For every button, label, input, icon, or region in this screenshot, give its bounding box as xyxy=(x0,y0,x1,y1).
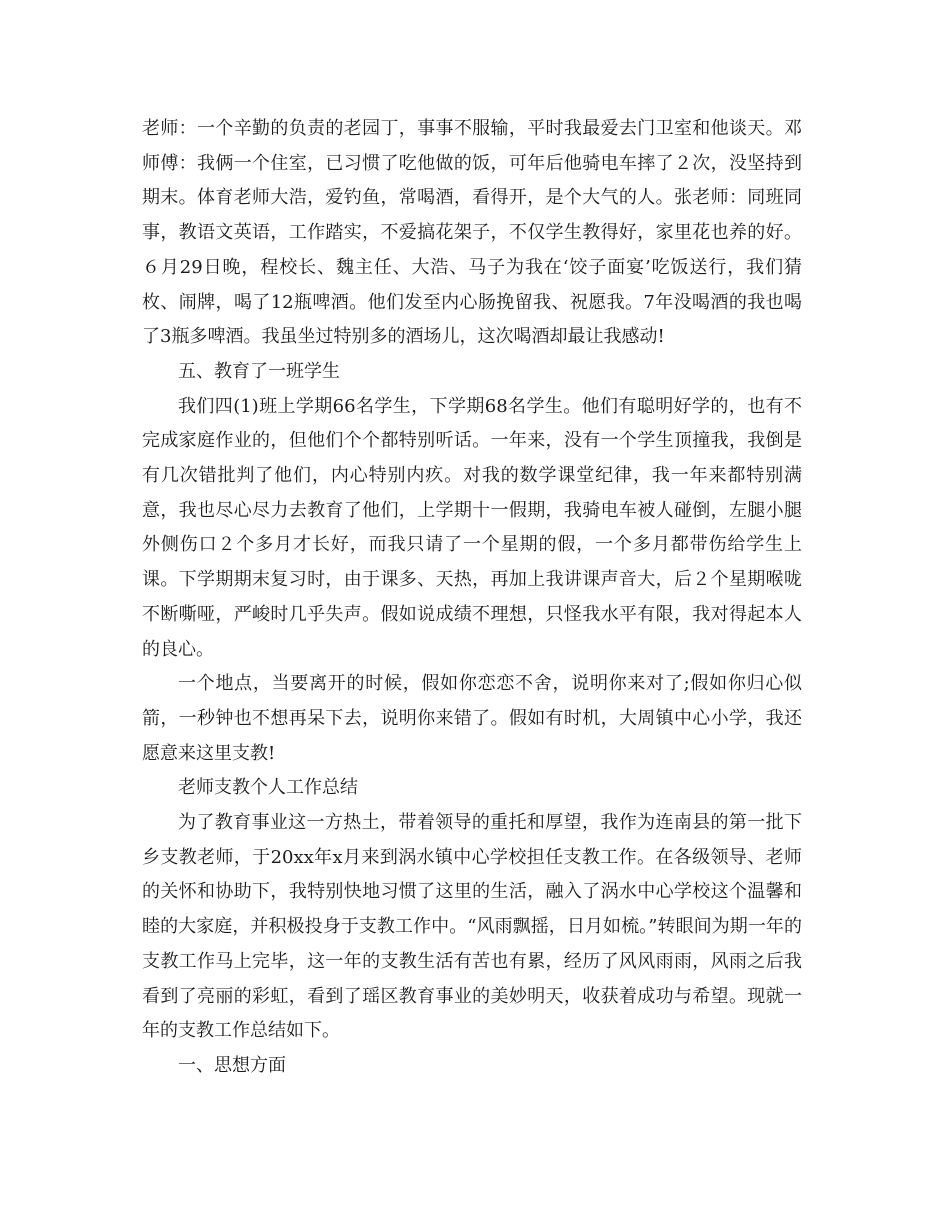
document-body xyxy=(142,112,802,1084)
paragraph-introduction: 为了教育事业这一方热土，带着领导的重托和厚望，我作为连南县的第一批下乡支教老师，于20xx年x月来到涡水镇中心学校担任支教工作。在各级领导、老师的关怀和协助下，我特别快地习惯了这里的生活，融入了涡水中心学校这个温馨和睦的大家庭，并积极投身于支教工作中。“风雨飘摇，日月如梳。”转眼间为期一年的支教工作马上完毕，这一年的支教生活有苦也有累，经历了风风雨雨，风雨之后我看到了亮丽的彩虹，看到了瑶区教育事业的美妙明天，收获着成功与希望。现就一年的支教工作总结如下。 xyxy=(142,812,802,1042)
section-heading-one: 一、思想方面 xyxy=(178,1054,286,1076)
document-title-summary: 老师支教个人工作总结 xyxy=(178,777,358,799)
paragraph-students: 我们四(1)班上学期66名学生，下学期68名学生。他们有聪明好学的，也有不完成家庭作业的，但他们个个都特别听话。一年来，没有一个学生顶撞我，我倒是有几次错批判了他们，内心特别内疚。对我的数学课堂纪律，我一年来都特别满意，我也尽心尽力去教育了他们，上学期十一假期，我骑电车被人碰倒，左腿小腿外侧伤口２个多月才长好，而我只请了一个星期的假，一个多月都带伤给学生上课。下学期期末复习时，由于课多、天热，再加上我讲课声音大，后２个星期喉咙不断嘶哑，严峻时几乎失声。假如说成绩不理想，只怪我水平有限，我对得起本人的良心。 xyxy=(142,395,802,660)
paragraph-leaving: 一个地点，当要离开的时候，假如你恋恋不舍，说明你来对了;假如你归心似箭，一秒钟也不想再呆下去，说明你来错了。假如有时机，大周镇中心小学，我还愿意来这里支教! xyxy=(142,673,802,764)
paragraph-continued-colleagues: 老师：一个辛勤的负责的老园丁，事事不服输，平时我最爱去门卫室和他谈天。邓师傅：我俩一个住室，已习惯了吃他做的饭，可年后他骑电车摔了２次，没坚持到期末。体育老师大浩，爱钓鱼，常喝酒，看得开，是个大气的人。张老师：同班同事，教语文英语，工作踏实，不爱搞花架子，不仅学生教得好，家里花也养的好。６月29日晚，程校长、魏主任、大浩、马子为我在‘饺子面宴’吃饭送行，我们猜枚、闹牌，喝了12瓶啤酒。他们发至内心肠挽留我、祝愿我。7年没喝酒的我也喝了3瓶多啤酒。我虽坐过特别多的酒场儿，这次喝酒却最让我感动! xyxy=(142,118,802,348)
section-heading-five: 五、教育了一班学生 xyxy=(178,360,340,382)
